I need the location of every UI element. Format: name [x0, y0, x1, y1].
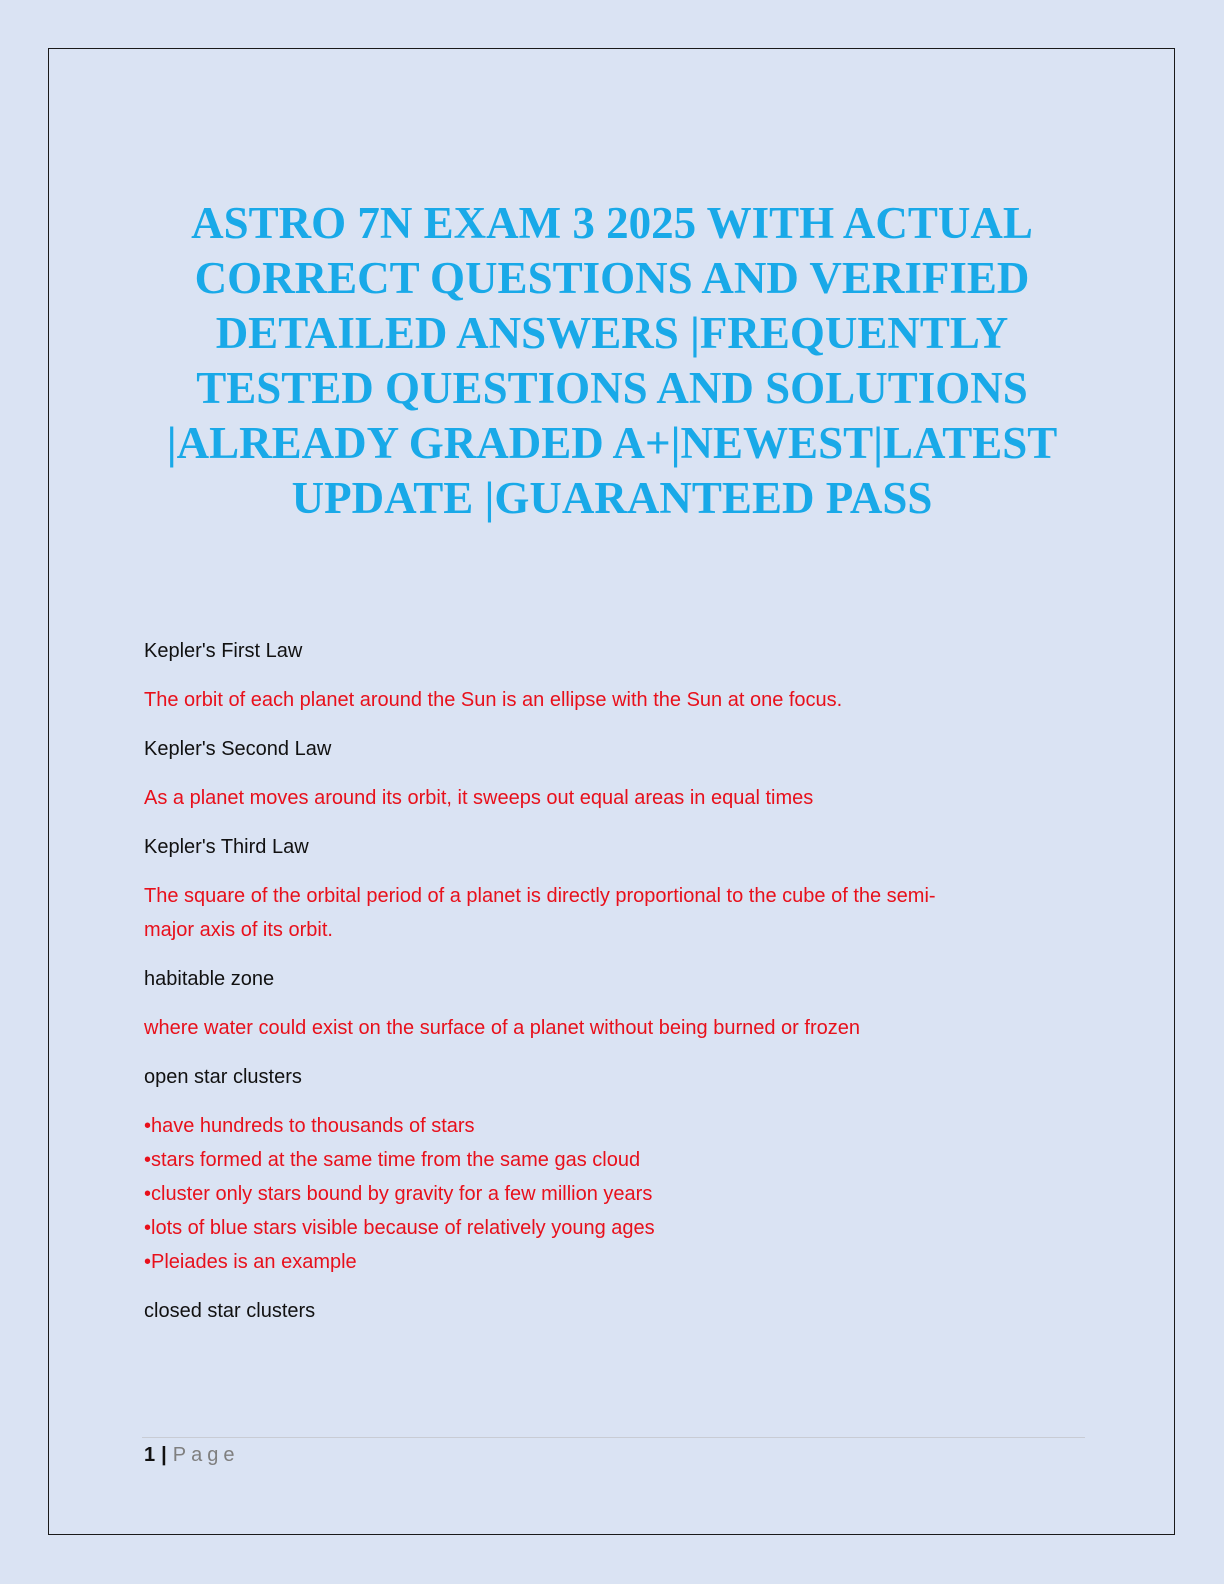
list-item: •have hundreds to thousands of stars: [144, 1115, 475, 1137]
answer-line: major axis of its orbit.: [144, 919, 333, 941]
answer-keplers-first-law: The orbit of each planet around the Sun is an ellipse with the Sun at one focus.: [144, 689, 843, 711]
title-line: TESTED QUESTIONS AND SOLUTIONS: [196, 363, 1028, 413]
term-open-star-clusters: open star clusters: [144, 1066, 302, 1088]
page-footer: [144, 1440, 239, 1470]
answer-habitable-zone: where water could exist on the surface of a planet without being burned or frozen: [144, 1017, 860, 1039]
title-line: |ALREADY GRADED A+|NEWEST|LATEST: [166, 418, 1058, 468]
term-keplers-third-law: Kepler's Third Law: [144, 836, 309, 858]
document-title: [130, 196, 1094, 526]
list-item: •lots of blue stars visible because of relatively young ages: [144, 1217, 655, 1239]
footer-separator: |: [161, 1444, 167, 1466]
title-line: DETAILED ANSWERS |FREQUENTLY: [215, 308, 1009, 358]
title-line: UPDATE |GUARANTEED PASS: [291, 473, 933, 523]
title-line: ASTRO 7N EXAM 3 2025 WITH ACTUAL: [191, 198, 1033, 248]
answer-open-star-clusters: [144, 1109, 1084, 1279]
term-keplers-second-law: Kepler's Second Law: [144, 738, 332, 760]
list-item: •cluster only stars bound by gravity for a few million years: [144, 1183, 653, 1205]
qa-content: [144, 634, 1084, 1343]
list-item: •stars formed at the same time from the same gas cloud: [144, 1149, 641, 1171]
title-line: CORRECT QUESTIONS AND VERIFIED: [194, 253, 1030, 303]
answer-line: The square of the orbital period of a planet is directly proportional to the cube of the semi-: [144, 885, 936, 907]
list-item: •Pleiades is an example: [144, 1251, 357, 1273]
page-number: 1: [144, 1444, 156, 1466]
answer-keplers-second-law: As a planet moves around its orbit, it sweeps out equal areas in equal times: [144, 787, 814, 809]
footer-divider: [142, 1437, 1085, 1438]
term-closed-star-clusters: closed star clusters: [144, 1300, 316, 1322]
page-label: Page: [172, 1444, 240, 1466]
term-habitable-zone: habitable zone: [144, 968, 275, 990]
term-keplers-first-law: Kepler's First Law: [144, 640, 303, 662]
answer-keplers-third-law: [144, 879, 1084, 947]
